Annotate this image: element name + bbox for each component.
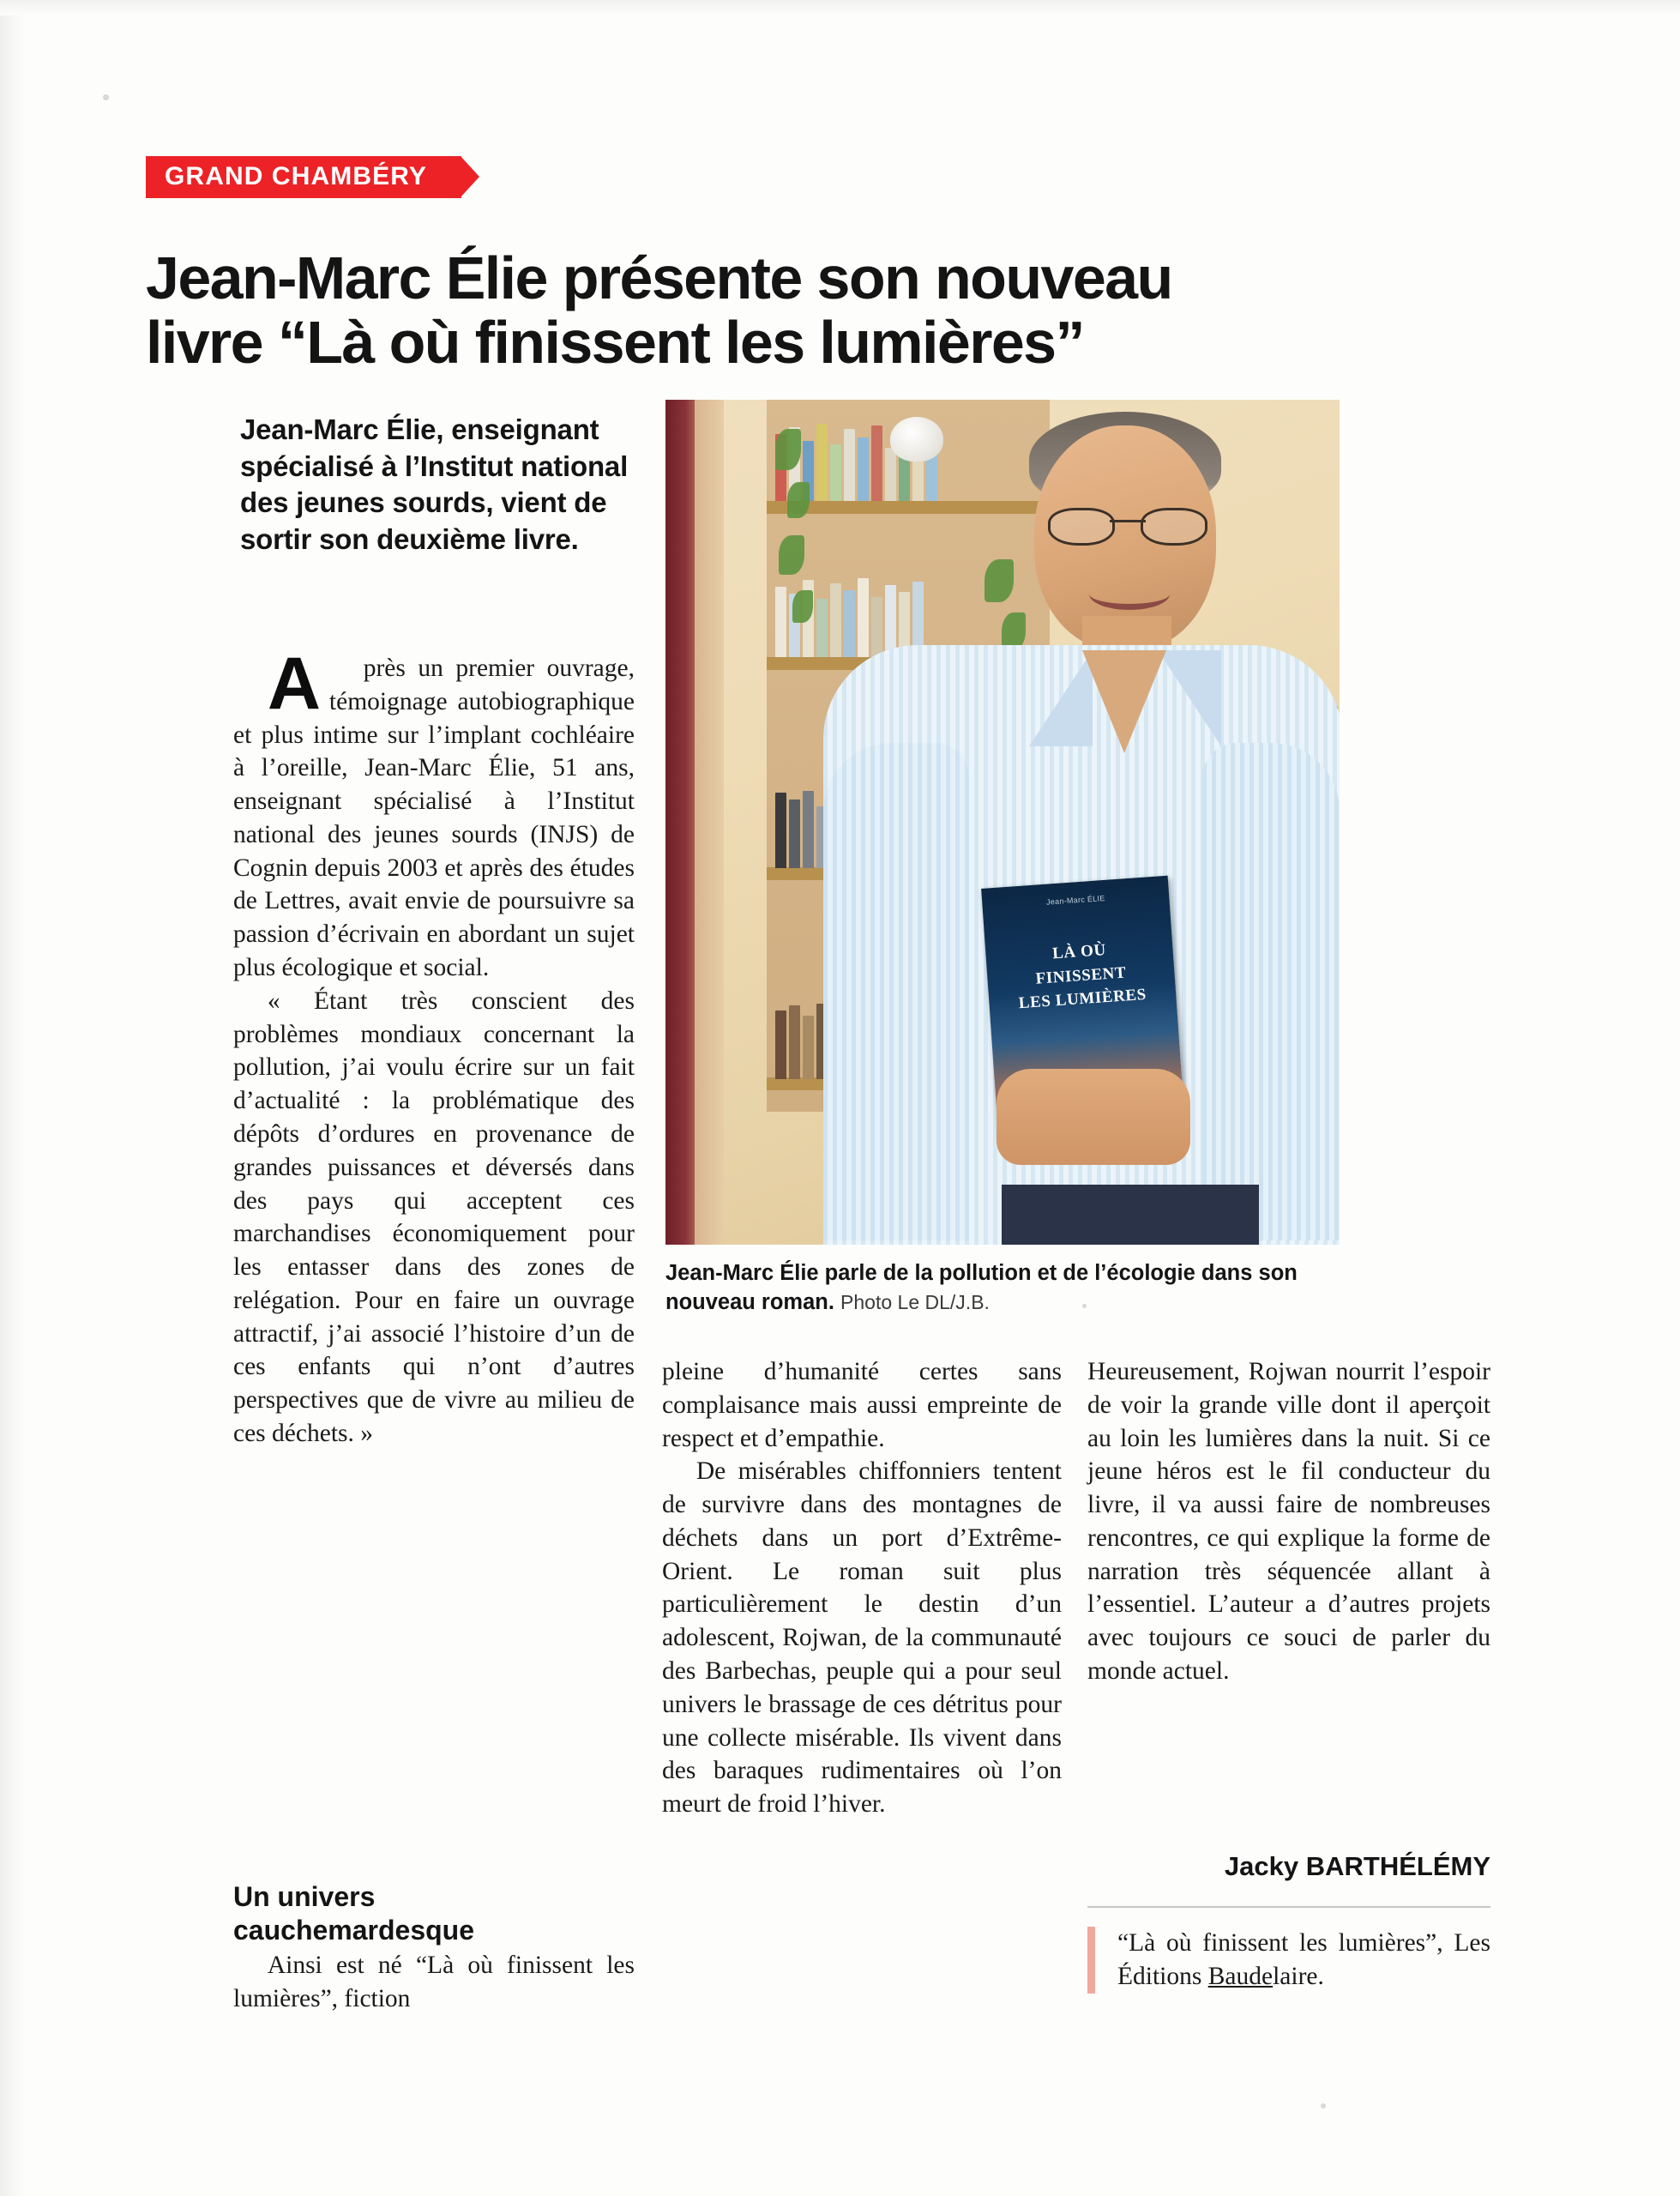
photo-shirt-collar-left (1029, 650, 1093, 746)
note-text-before: “Là où finissent les lumières”, Les Éditions (1117, 1929, 1490, 1990)
book-cover-title-line-3: LES LUMIÈRES (1018, 985, 1147, 1013)
subheading-line-2: cauchemardesque (233, 1915, 475, 1946)
note-text-after: laire. (1273, 1962, 1324, 1990)
article-lede: Jean-Marc Élie, enseignant spécialisé à l’Institut national des jeunes sourds, vient de sortir son deuxième livre. (240, 413, 629, 555)
body-column-1 (233, 643, 635, 1451)
section-subheading (233, 1880, 635, 1947)
paragraph: Ainsi est né “Là où finissent les lumières”, fiction (233, 1952, 635, 2012)
scan-edge-top (0, 0, 1680, 15)
book-cover-title-line-2: FINISSENT (1034, 962, 1127, 988)
paragraph: Heureusement, Rojwan nourrit l’espoir de voir la grande ville dont il aperçoit au loin les lumières dans la nuit. Si ce jeune héros est le fil conducteur du livre, il va aussi faire de nombreuses rencontres, ce qui explique la forme de narration très séquencée allant à l’essentiel. L’auteur a d’autres projets avec toujours ce souci de parler du monde actuel. (1087, 1358, 1490, 1686)
book-info-note (1087, 1927, 1490, 1994)
body-column-2 (662, 1355, 1062, 1821)
photo-doorframe (695, 400, 724, 1245)
photo-subject-smile (1089, 578, 1170, 610)
article-photo (665, 400, 1340, 1245)
glasses-icon (1048, 508, 1207, 542)
scan-speck (1321, 2103, 1326, 2109)
section-kicker (146, 156, 461, 198)
paragraph: « Étant très conscient des problèmes mondiaux concernant la pollution, j’ai voulu écrire sur un fait d’actualité : la problématique des dépôts d’ordures en provenance de grandes puissances et déversés dans des pays qui acceptent ces marchandises économiquement pour les entasser dans des zones de relégation. Pour en faire un ouvrage attractif, j’ai associé l’histoire d’un de ces enfants qui n’ont d’autres perspectives que de vivre au milieu de ces déchets. » (233, 986, 635, 1447)
photo-caption-text: Jean-Marc Élie parle de la pollution et de l’écologie dans son nouveau roman. (665, 1261, 1298, 1314)
photo-lamp (890, 417, 943, 462)
paragraph: Après un premier ouvrage, témoignage autobiographique et plus intime sur l’implant cochléaire à l’oreille, Jean-Marc Élie, 51 ans, enseignant spécialisé à l’Institut national des jeunes sourds (INJS) de Cognin depuis 2003 et après des études de Lettres, avait envie de poursuivre sa passion d’écrivain en abordant un sujet plus écologique et social. (233, 643, 635, 982)
paragraph: pleine d’humanité certes sans complaisance mais aussi empreinte de respect et d’empathie. (662, 1358, 1062, 1452)
book-cover-author: Jean-Marc ÉLIE (1045, 893, 1105, 907)
article-byline: Jacky BARTHÉLÉMY (1224, 1851, 1490, 1881)
book-cover-title (985, 934, 1177, 1018)
photo-shirt-collar-right (1158, 650, 1221, 746)
photo-plant-vine (985, 559, 1014, 602)
paragraph: De misérables chiffonniers tentent de survivre dans des montagnes de déchets dans un port d’Extrême-Orient. Le roman suit plus particulièrement le destin d’un adolescent, Rojwan, de la communauté des Barbechas, peuple qui a pour seul univers le brassage de ces détritus pour une collecte misérable. Ils vivent dans des baraques rudimentaires où l’on meurt de froid l’hiver. (662, 1457, 1062, 1819)
book-cover-title-line-1: LÀ OÙ (1051, 940, 1107, 963)
photo-credit: Photo Le DL/J.B. (840, 1290, 990, 1313)
headline-line-2: livre “Là où finissent les lumières” (146, 308, 1084, 376)
photo-subject-arm-left (823, 743, 969, 1240)
photo-plant-vine (787, 482, 810, 518)
photo-illustration (665, 400, 1340, 1245)
page-title (146, 246, 1484, 375)
note-underlined-text: Baude (1207, 1962, 1274, 1990)
subheading-line-1: Un univers (233, 1881, 376, 1912)
photo-subject-hands (997, 1069, 1190, 1165)
body-column-3 (1087, 1355, 1490, 1688)
scan-edge-left (0, 0, 24, 2196)
photo-plant-vine (775, 429, 801, 470)
photo-caption (665, 1259, 1352, 1318)
photo-plant-vine (792, 590, 813, 623)
body-column-1-continued (233, 1949, 635, 2016)
photo-subject-arm-right (1202, 743, 1340, 1240)
kicker-label: GRAND CHAMBÉRY (146, 156, 461, 198)
headline-line-1: Jean-Marc Élie présente son nouveau (146, 244, 1172, 311)
note-divider (1087, 1906, 1490, 1908)
scan-speck (103, 94, 109, 100)
photo-subject-trousers (1002, 1185, 1259, 1245)
photo-plant-vine (779, 535, 804, 575)
